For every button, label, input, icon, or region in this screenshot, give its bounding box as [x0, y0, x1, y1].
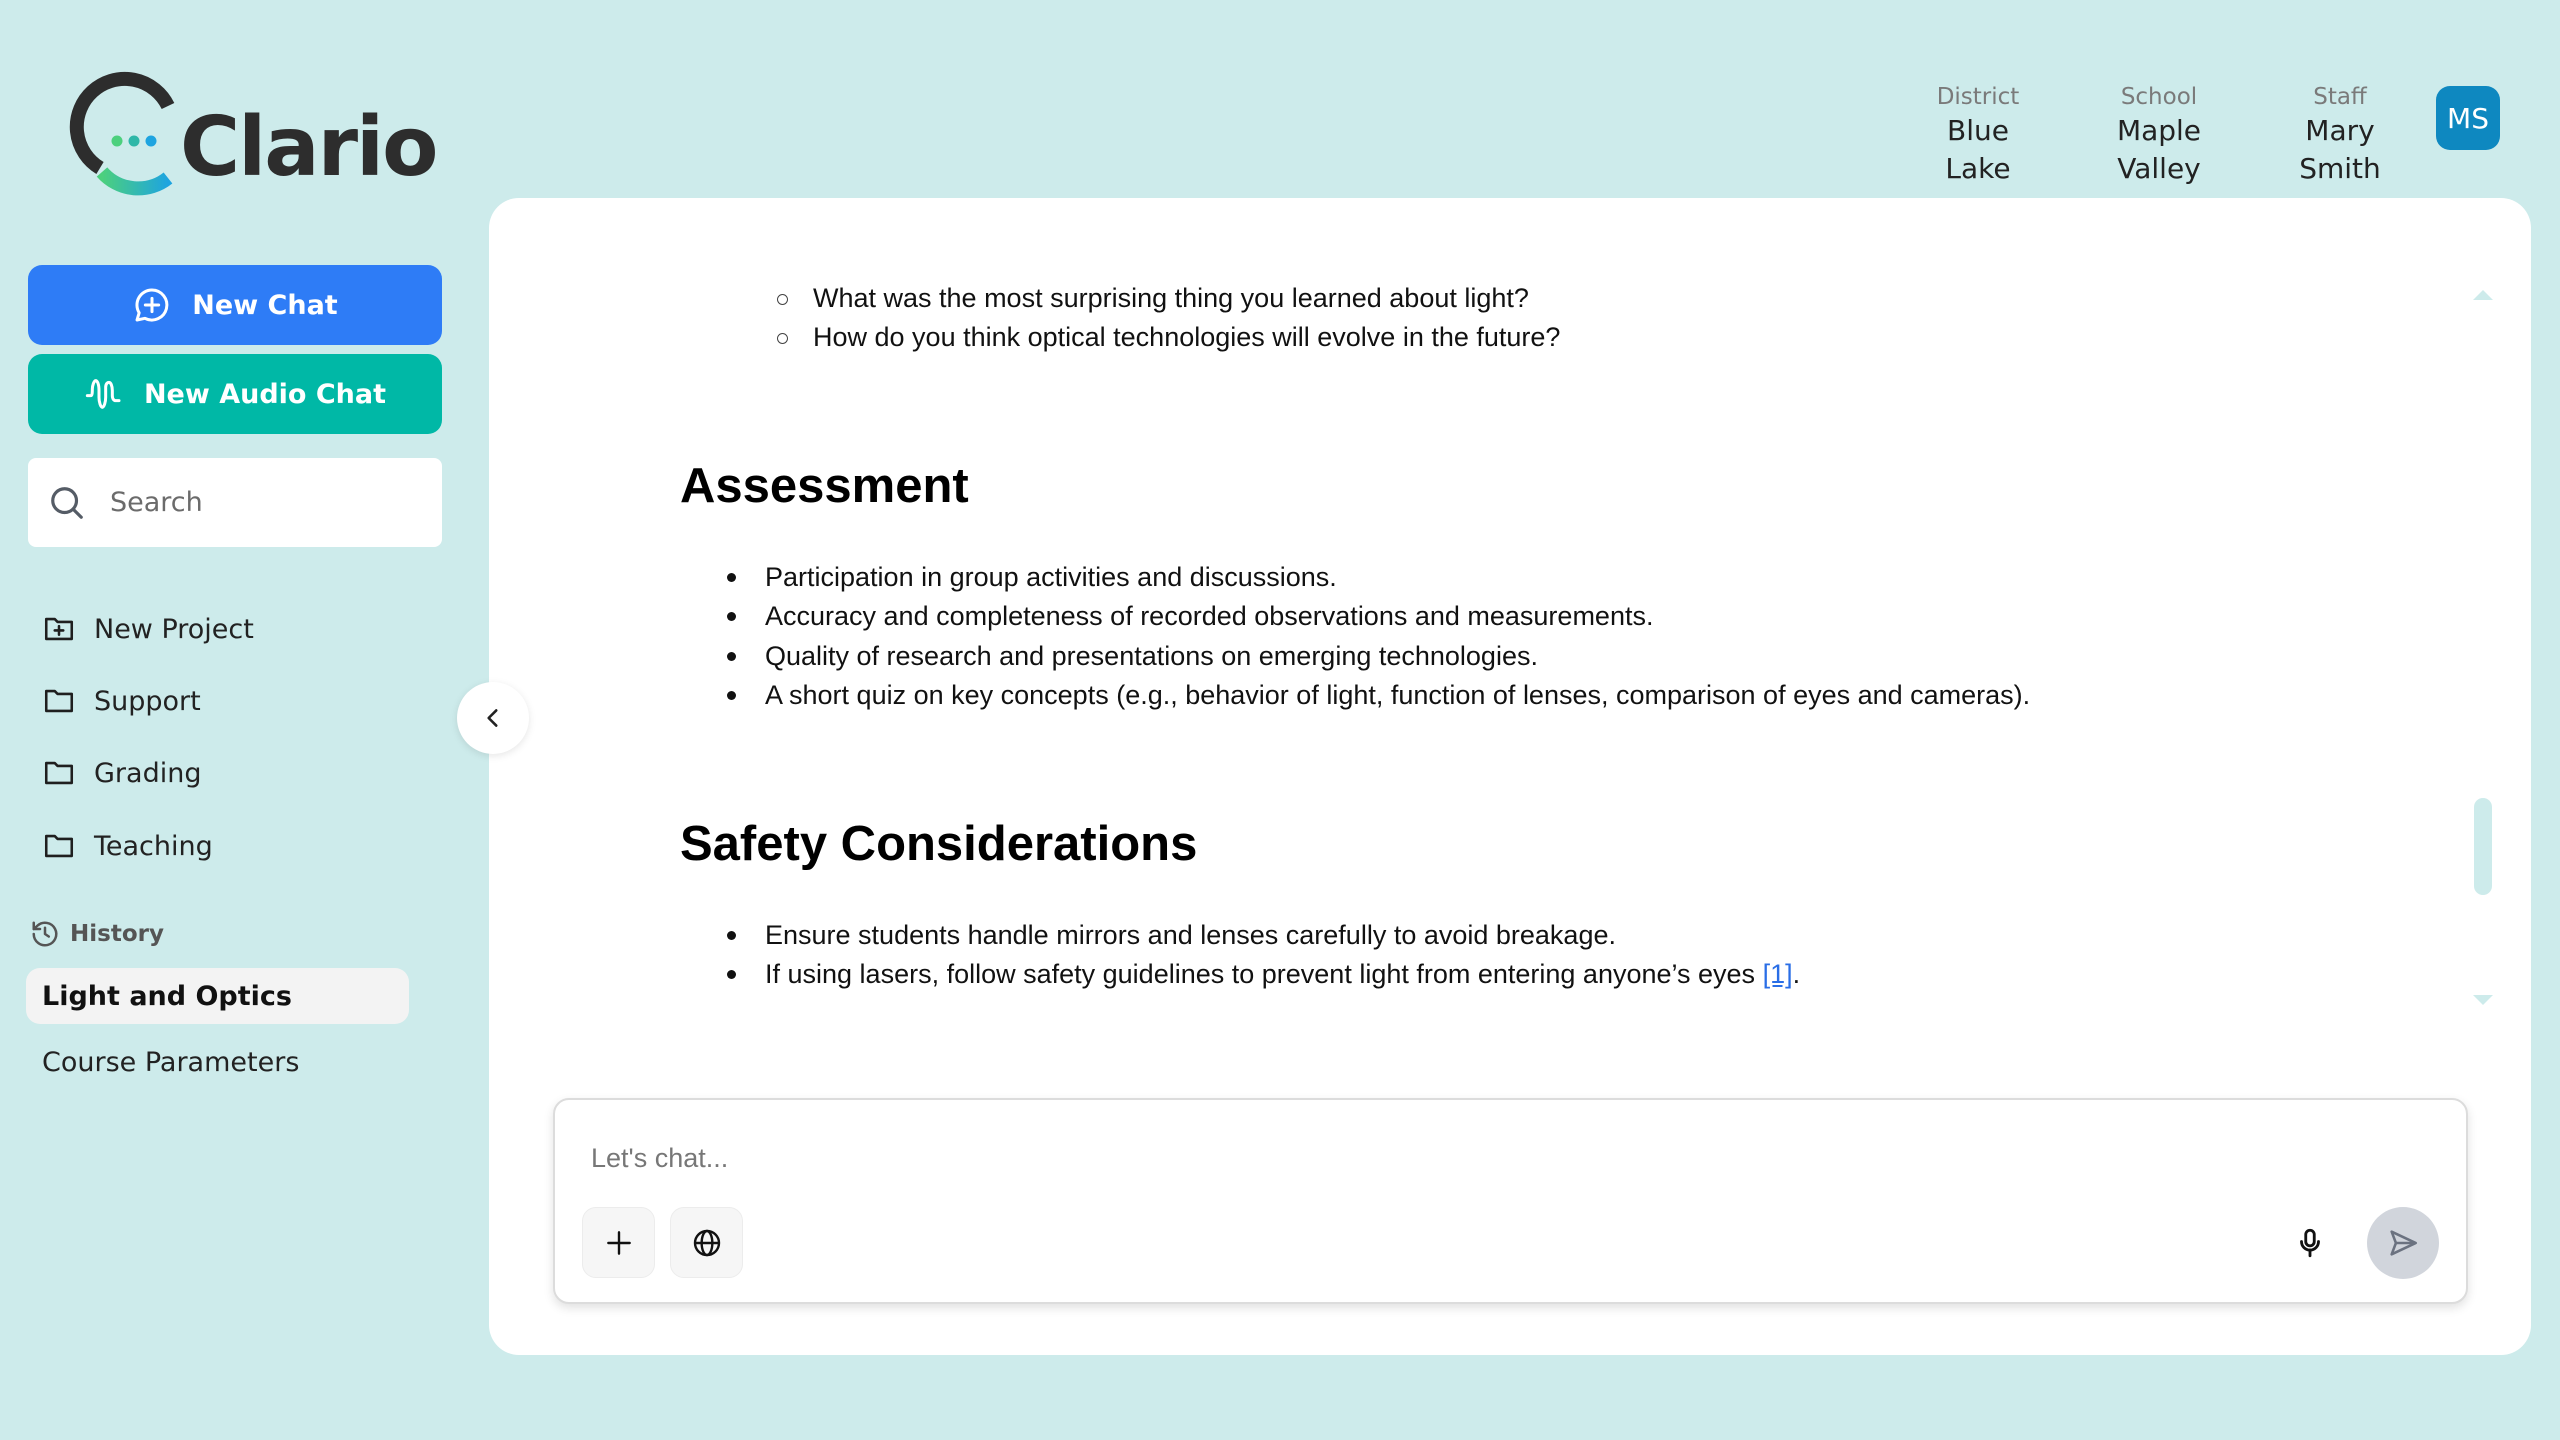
new-chat-label: New Chat — [192, 289, 338, 321]
sidebar-item-teaching[interactable] — [42, 821, 213, 871]
assessment-item: Quality of research and presentations on emerging technologies. — [765, 636, 1538, 676]
citation-suffix: . — [1792, 959, 1801, 989]
folder-icon — [42, 756, 76, 790]
safety-item-text: If using lasers, follow safety guidelines to prevent light from entering anyone’s eyes — [765, 959, 1756, 989]
sidebar-item-new-project[interactable] — [42, 604, 254, 654]
microphone-icon[interactable] — [2293, 1226, 2327, 1260]
new-audio-chat-button[interactable] — [28, 354, 442, 434]
audio-wave-icon — [84, 374, 124, 414]
folder-icon — [42, 829, 76, 863]
new-audio-chat-label: New Audio Chat — [143, 378, 387, 410]
scroll-up-arrow[interactable] — [2473, 290, 2493, 300]
sidebar-item-label: Grading — [94, 757, 202, 789]
history-icon — [30, 919, 60, 949]
district-value: Blue Lake — [1945, 114, 2011, 185]
search-box[interactable] — [28, 458, 442, 547]
district-info — [1918, 82, 2038, 188]
school-value: Maple Valley — [2116, 114, 2202, 185]
chat-composer — [553, 1098, 2468, 1304]
collapse-sidebar-button[interactable] — [457, 682, 529, 754]
attach-button[interactable] — [582, 1207, 655, 1278]
history-item-label: Light and Optics — [42, 980, 293, 1012]
new-chat-button[interactable] — [28, 265, 442, 345]
school-label: School — [2120, 84, 2198, 110]
scrollbar-thumb[interactable] — [2474, 798, 2492, 895]
staff-value: Mary Smith — [2299, 114, 2381, 185]
send-button[interactable] — [2367, 1207, 2439, 1279]
chat-plus-icon — [132, 285, 172, 325]
citation-link[interactable]: [1] — [1762, 959, 1793, 989]
globe-icon — [691, 1227, 723, 1259]
folder-icon — [42, 684, 76, 718]
history-item-light-and-optics[interactable] — [26, 968, 409, 1024]
main-panel — [489, 198, 2531, 1355]
sidebar-item-label: New Project — [94, 613, 254, 645]
send-icon — [2386, 1226, 2420, 1260]
search-input[interactable] — [110, 487, 410, 518]
sidebar-item-grading[interactable] — [42, 748, 201, 798]
history-label: History — [70, 921, 164, 947]
folder-plus-icon — [42, 612, 76, 646]
staff-label: Staff — [2313, 84, 2367, 110]
reflection-question: What was the most surprising thing you learned about light? — [813, 278, 1529, 318]
chat-input[interactable] — [591, 1138, 2291, 1178]
reflection-question: How do you think optical technologies will evolve in the future? — [813, 317, 1560, 357]
chat-content — [489, 198, 2449, 1078]
sidebar-item-label: Support — [94, 685, 201, 717]
history-item-course-parameters[interactable] — [26, 1034, 409, 1090]
logo-text: Clario — [180, 100, 437, 195]
chevron-left-icon — [480, 705, 506, 731]
history-item-label: Course Parameters — [42, 1046, 300, 1078]
assessment-item: Participation in group activities and discussions. — [765, 557, 1337, 597]
history-heading — [30, 916, 164, 952]
user-avatar[interactable]: MS — [2436, 86, 2500, 150]
web-search-button[interactable] — [670, 1207, 743, 1278]
sidebar-item-support[interactable] — [42, 676, 201, 726]
section-heading-safety: Safety Considerations — [680, 817, 1198, 871]
assessment-item: A short quiz on key concepts (e.g., behavior of light, function of lenses, comparison of eyes and cameras). — [765, 675, 2030, 715]
district-label: District — [1936, 84, 2020, 110]
assessment-item: Accuracy and completeness of recorded observations and measurements. — [765, 596, 1653, 636]
clario-logo — [80, 84, 437, 199]
section-heading-assessment: Assessment — [680, 459, 969, 513]
safety-item: Ensure students handle mirrors and lenses carefully to avoid breakage. — [765, 915, 1616, 955]
safety-item — [765, 954, 1800, 994]
search-icon — [48, 484, 86, 522]
plus-icon — [603, 1227, 635, 1259]
sidebar-item-label: Teaching — [94, 830, 213, 862]
scroll-down-arrow[interactable] — [2473, 995, 2493, 1005]
staff-info — [2262, 82, 2418, 188]
school-info — [2074, 82, 2244, 188]
